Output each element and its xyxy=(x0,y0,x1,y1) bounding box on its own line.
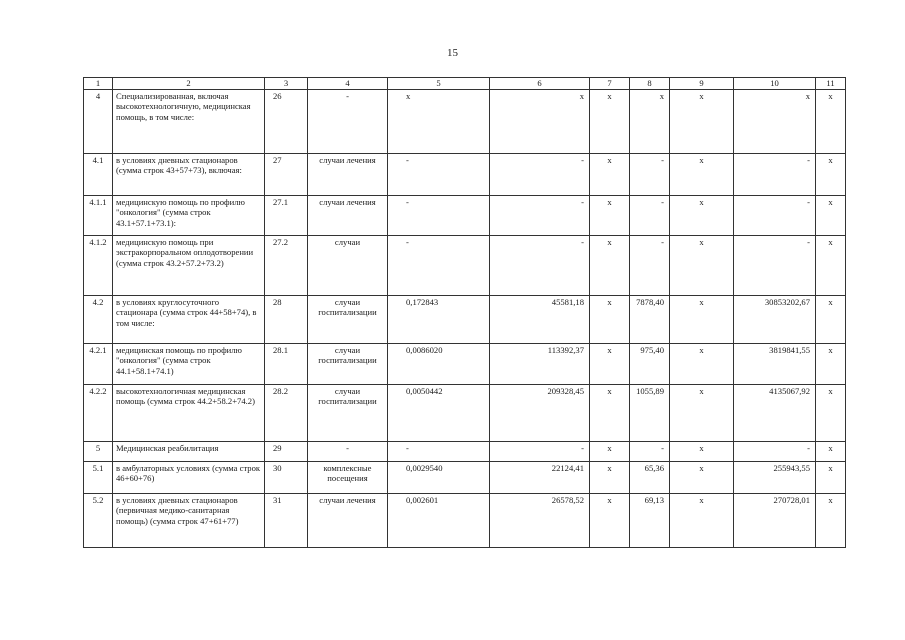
column-number-8: 8 xyxy=(630,78,670,90)
cell-col-3: 26 xyxy=(265,89,308,153)
cell-col-10: х xyxy=(734,89,816,153)
cell-col-11: х xyxy=(816,461,846,493)
cell-col-11: х xyxy=(816,195,846,235)
cell-col-3: 28.2 xyxy=(265,384,308,441)
cell-col-10: 3819841,55 xyxy=(734,343,816,384)
cell-col-1: 4.1.1 xyxy=(84,195,113,235)
column-number-2: 2 xyxy=(113,78,265,90)
cell-col-1: 4.2.1 xyxy=(84,343,113,384)
table-row xyxy=(84,461,846,493)
column-number-10: 10 xyxy=(734,78,816,90)
cell-col-4: - xyxy=(308,441,388,461)
table-row xyxy=(84,153,846,195)
cell-col-2: в условиях круглосуточного стационара (сумма строк 44+58+74), в том числе: xyxy=(113,295,265,343)
cell-col-5: 0,0029540 xyxy=(388,461,490,493)
cell-col-4: случаи госпитализации xyxy=(308,343,388,384)
cell-col-11: х xyxy=(816,89,846,153)
cell-col-4: случаи лечения xyxy=(308,195,388,235)
table-row xyxy=(84,343,846,384)
table-row xyxy=(84,195,846,235)
cell-col-10: 4135067,92 xyxy=(734,384,816,441)
cell-col-4: комплексные посещения xyxy=(308,461,388,493)
table-row xyxy=(84,441,846,461)
column-number-3: 3 xyxy=(265,78,308,90)
column-number-6: 6 xyxy=(490,78,590,90)
cell-col-10: 255943,55 xyxy=(734,461,816,493)
cell-col-1: 4.1 xyxy=(84,153,113,195)
cell-col-8: - xyxy=(630,195,670,235)
cell-col-5: 0,0050442 xyxy=(388,384,490,441)
cell-col-4: случаи госпитализации xyxy=(308,295,388,343)
table-row xyxy=(84,384,846,441)
cell-col-6: 26578,52 xyxy=(490,493,590,547)
cell-col-9: х xyxy=(670,384,734,441)
cell-col-11: х xyxy=(816,493,846,547)
cell-col-8: 1055,89 xyxy=(630,384,670,441)
cell-col-1: 4.1.2 xyxy=(84,235,113,295)
cell-col-10: 30853202,67 xyxy=(734,295,816,343)
cell-col-7: х xyxy=(590,493,630,547)
cell-col-2: медицинскую помощь по профилю "онкология" (сумма строк 43.1+57.1+73.1): xyxy=(113,195,265,235)
medical-care-table xyxy=(83,77,846,548)
cell-col-7: х xyxy=(590,343,630,384)
cell-col-8: 69,13 xyxy=(630,493,670,547)
cell-col-2: в условиях дневных стационаров (первичная медико-санитарная помощь) (сумма строк 47+61+77) xyxy=(113,493,265,547)
cell-col-6: - xyxy=(490,153,590,195)
cell-col-3: 28.1 xyxy=(265,343,308,384)
cell-col-3: 29 xyxy=(265,441,308,461)
table-row xyxy=(84,89,846,153)
cell-col-1: 4.2.2 xyxy=(84,384,113,441)
cell-col-9: х xyxy=(670,295,734,343)
cell-col-8: 975,40 xyxy=(630,343,670,384)
table-row xyxy=(84,493,846,547)
cell-col-8: - xyxy=(630,235,670,295)
column-number-1: 1 xyxy=(84,78,113,90)
cell-col-6: 209328,45 xyxy=(490,384,590,441)
cell-col-5: 0,172843 xyxy=(388,295,490,343)
cell-col-1: 5.2 xyxy=(84,493,113,547)
cell-col-4: - xyxy=(308,89,388,153)
cell-col-11: х xyxy=(816,295,846,343)
cell-col-1: 5.1 xyxy=(84,461,113,493)
cell-col-3: 31 xyxy=(265,493,308,547)
cell-col-3: 27.2 xyxy=(265,235,308,295)
cell-col-9: х xyxy=(670,493,734,547)
cell-col-6: 45581,18 xyxy=(490,295,590,343)
column-number-row xyxy=(84,78,846,90)
cell-col-2: медицинскую помощь при экстракорпоральном оплодотворении (сумма строк 43.2+57.2+73.2) xyxy=(113,235,265,295)
cell-col-2: высокотехнологичная медицинская помощь (сумма строк 44.2+58.2+74.2) xyxy=(113,384,265,441)
cell-col-3: 28 xyxy=(265,295,308,343)
cell-col-7: х xyxy=(590,441,630,461)
cell-col-4: случаи лечения xyxy=(308,493,388,547)
cell-col-3: 27 xyxy=(265,153,308,195)
cell-col-10: - xyxy=(734,195,816,235)
cell-col-7: х xyxy=(590,153,630,195)
column-number-9: 9 xyxy=(670,78,734,90)
cell-col-4: случаи xyxy=(308,235,388,295)
cell-col-9: х xyxy=(670,343,734,384)
cell-col-7: х xyxy=(590,235,630,295)
table-body xyxy=(84,78,846,548)
cell-col-1: 4 xyxy=(84,89,113,153)
cell-col-5: - xyxy=(388,235,490,295)
cell-col-5: - xyxy=(388,153,490,195)
cell-col-6: 22124,41 xyxy=(490,461,590,493)
cell-col-11: х xyxy=(816,153,846,195)
cell-col-2: медицинская помощь по профилю "онкология" (сумма строк 44.1+58.1+74.1) xyxy=(113,343,265,384)
cell-col-4: случаи госпитализации xyxy=(308,384,388,441)
cell-col-2: Медицинская реабилитация xyxy=(113,441,265,461)
cell-col-10: - xyxy=(734,153,816,195)
table-row xyxy=(84,295,846,343)
cell-col-9: х xyxy=(670,195,734,235)
cell-col-5: - xyxy=(388,441,490,461)
cell-col-8: х xyxy=(630,89,670,153)
table-row xyxy=(84,235,846,295)
cell-col-10: 270728,01 xyxy=(734,493,816,547)
cell-col-5: 0,0086020 xyxy=(388,343,490,384)
cell-col-7: х xyxy=(590,384,630,441)
cell-col-7: х xyxy=(590,89,630,153)
cell-col-10: - xyxy=(734,441,816,461)
column-number-7: 7 xyxy=(590,78,630,90)
cell-col-8: 7878,40 xyxy=(630,295,670,343)
cell-col-3: 30 xyxy=(265,461,308,493)
column-number-5: 5 xyxy=(388,78,490,90)
column-number-11: 11 xyxy=(816,78,846,90)
cell-col-1: 5 xyxy=(84,441,113,461)
column-number-4: 4 xyxy=(308,78,388,90)
cell-col-9: х xyxy=(670,461,734,493)
cell-col-2: Специализированная, включая высокотехнологичную, медицинская помощь, в том числе: xyxy=(113,89,265,153)
cell-col-9: х xyxy=(670,235,734,295)
cell-col-11: х xyxy=(816,384,846,441)
cell-col-2: в амбулаторных условиях (сумма строк 46+60+76) xyxy=(113,461,265,493)
cell-col-10: - xyxy=(734,235,816,295)
cell-col-6: - xyxy=(490,441,590,461)
cell-col-7: х xyxy=(590,195,630,235)
page-number: 15 xyxy=(447,47,458,59)
cell-col-6: 113392,37 xyxy=(490,343,590,384)
cell-col-5: х xyxy=(388,89,490,153)
cell-col-8: - xyxy=(630,153,670,195)
cell-col-1: 4.2 xyxy=(84,295,113,343)
cell-col-11: х xyxy=(816,343,846,384)
cell-col-2: в условиях дневных стационаров (сумма строк 43+57+73), включая: xyxy=(113,153,265,195)
cell-col-11: х xyxy=(816,235,846,295)
cell-col-9: х xyxy=(670,441,734,461)
cell-col-8: - xyxy=(630,441,670,461)
cell-col-6: х xyxy=(490,89,590,153)
cell-col-7: х xyxy=(590,295,630,343)
cell-col-5: 0,002601 xyxy=(388,493,490,547)
cell-col-7: х xyxy=(590,461,630,493)
cell-col-9: х xyxy=(670,89,734,153)
cell-col-9: х xyxy=(670,153,734,195)
cell-col-6: - xyxy=(490,235,590,295)
cell-col-5: - xyxy=(388,195,490,235)
cell-col-8: 65,36 xyxy=(630,461,670,493)
cell-col-3: 27.1 xyxy=(265,195,308,235)
cell-col-4: случаи лечения xyxy=(308,153,388,195)
cell-col-11: х xyxy=(816,441,846,461)
cell-col-6: - xyxy=(490,195,590,235)
